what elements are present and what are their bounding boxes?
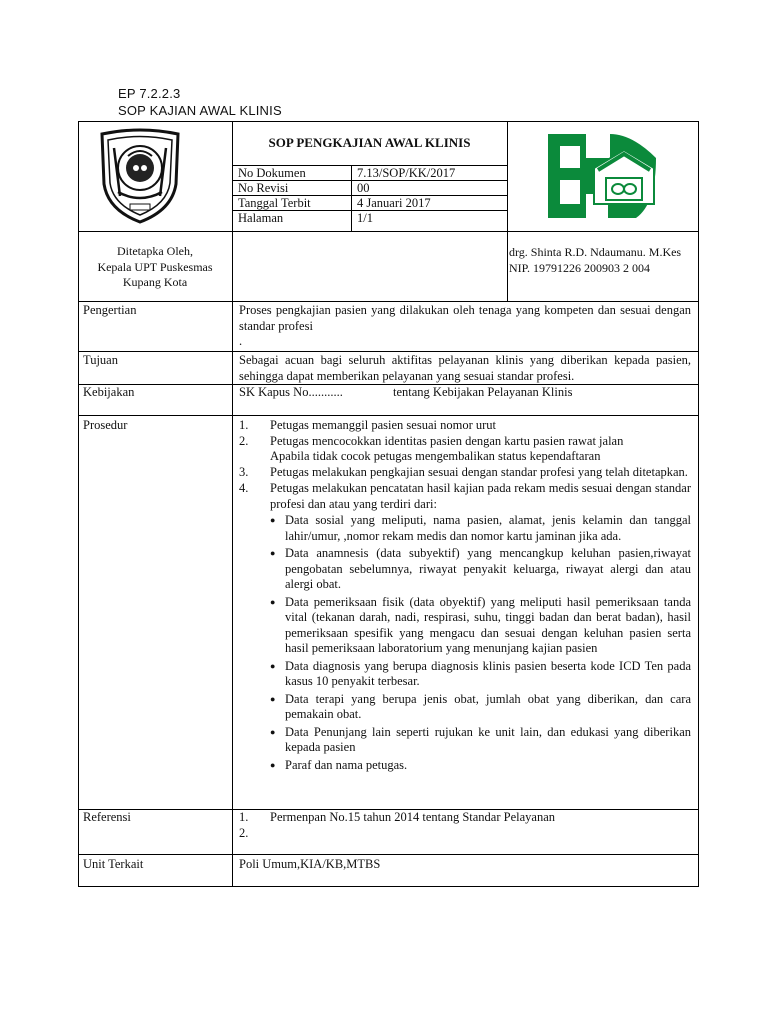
divider	[78, 301, 699, 302]
section-text-tujuan: Sebagai acuan bagi seluruh aktifitas pelayanan klinis yang diberikan kepada pasien, sehingga dapat memberikan pelayanan yang sesuai standar profesi.	[239, 353, 691, 383]
bullet-item: ● Paraf dan nama petugas.	[270, 758, 691, 774]
divider	[232, 301, 233, 887]
divider	[78, 854, 699, 855]
step-item	[239, 465, 691, 481]
referensi-text: Permenpan No.15 tahun 2014 tentang Standar Pelayanan	[270, 810, 555, 824]
referensi-number: 1.	[239, 810, 249, 824]
bullet-item: ● Data terapi yang berupa jenis obat, jumlah obat yang diberikan, dan cara pemakain obat.	[270, 692, 691, 723]
step-text: Petugas melakukan pencatatan hasil kajian pada rekam medis sesuai dengan standar profesi dan atau yang terdiri dari:	[270, 481, 691, 511]
divider	[78, 384, 699, 385]
prosedur-steps	[239, 418, 691, 512]
prosedur-bullets	[270, 513, 691, 773]
meta-key: No Revisi	[238, 181, 289, 195]
meta-value: 4 Januari 2017	[357, 196, 431, 210]
section-label-pengertian: Pengertian	[83, 303, 137, 317]
step-item	[239, 481, 691, 512]
puskesmas-logo	[536, 124, 668, 224]
step-text: Petugas mencocokkan identitas pasien dengan kartu pasien rawat jalan	[270, 433, 624, 448]
divider	[507, 121, 508, 301]
signer-name: drg. Shinta R.D. Ndaumanu. M.Kes	[509, 245, 682, 259]
step-number: 1.	[239, 418, 249, 432]
step-number: 3.	[239, 464, 249, 479]
meta-row-no-revisi	[233, 180, 507, 195]
step-text: Petugas memanggil pasien sesuai nomor urut	[270, 418, 497, 432]
section-label-unit-terkait: Unit Terkait	[83, 857, 144, 871]
section-label-referensi: Referensi	[83, 810, 131, 824]
approval-line: Ditetapka Oleh,	[117, 244, 193, 258]
approval-line: Kupang Kota	[122, 275, 188, 289]
bullet-item: ● Data sosial yang meliputi, nama pasien, alamat, jenis kelamin dan tanggal lahir/umur, ,nomor rekam medis dan nomor kartu jaminan jika ada.	[270, 513, 691, 544]
signer-block	[509, 245, 699, 276]
sop-subtitle: SOP KAJIAN AWAL KLINIS	[118, 103, 282, 118]
divider	[78, 351, 699, 352]
step-extra: Apabila tidak cocok petugas mengembalikan status kependaftaran	[270, 449, 601, 463]
ep-code: EP 7.2.2.3	[118, 86, 181, 101]
divider	[78, 231, 699, 232]
referensi-number: 2.	[239, 825, 249, 840]
section-label-kebijakan: Kebijakan	[83, 385, 135, 399]
step-number: 2.	[239, 433, 249, 448]
meta-row-tanggal-terbit	[233, 195, 507, 210]
meta-key: No Dokumen	[238, 166, 306, 180]
approval-line: Kepala UPT Puskesmas	[97, 259, 213, 274]
puskesmas-cross-icon	[536, 124, 668, 224]
section-label-prosedur: Prosedur	[83, 418, 128, 432]
section-label-tujuan: Tujuan	[83, 353, 118, 367]
approval-block	[78, 244, 232, 291]
bullet-item: ● Data anamnesis (data subyektif) yang mencangkup keluhan pasien,riwayat pengobatan sebelumnya, riwayat penyakit keluarga, riwayat alergi dan atau alergi obat.	[270, 546, 691, 593]
divider	[78, 415, 699, 416]
step-number: 4.	[239, 481, 249, 495]
step-text: Petugas melakukan pengkajian sesuai dengan standar profesi yang telah ditetapkan.	[270, 464, 688, 479]
emblem-icon	[92, 126, 188, 226]
referensi-item	[239, 810, 691, 826]
meta-key: Tanggal Terbit	[238, 196, 311, 210]
prosedur-content	[239, 418, 691, 773]
step-item	[239, 434, 691, 465]
referensi-content	[239, 810, 691, 840]
bullet-item: ● Data Penunjang lain seperti rujukan ke unit lain, dan edukasi yang diberikan kepada pasien	[270, 725, 691, 756]
section-text-pengertian	[239, 303, 691, 350]
meta-row-halaman	[233, 210, 507, 225]
bullet-item: ● Data diagnosis yang berupa diagnosis klinis pasien beserta kode ICD Ten pada kasus 10 penyakit terbesar.	[270, 659, 691, 690]
meta-row-no-dokumen	[233, 165, 507, 180]
kebijakan-text: tentang Kebijakan Pelayanan Klinis	[393, 385, 573, 399]
meta-value: 7.13/SOP/KK/2017	[357, 166, 456, 180]
pengertian-dot: .	[239, 334, 243, 348]
doc-title: SOP PENGKAJIAN AWAL KLINIS	[268, 135, 471, 150]
regional-emblem-logo	[92, 126, 188, 226]
meta-value: 1/1	[357, 211, 373, 225]
step-item	[239, 418, 691, 434]
meta-value: 00	[357, 181, 370, 195]
signer-nip: NIP. 19791226 200903 2 004	[509, 260, 651, 275]
kebijakan-sk: SK Kapus No...........	[239, 385, 343, 399]
pengertian-text: Proses pengkajian pasien yang dilakukan oleh tenaga yang kompeten dan sesuai dengan standar profesi	[239, 303, 691, 333]
unit-terkait-text: Poli Umum,KIA/KB,MTBS	[239, 857, 381, 871]
meta-key: Halaman	[238, 211, 284, 225]
bullet-item: ● Data pemeriksaan fisik (data obyektif) yang meliputi hasil pemeriksaan tanda vital (tekanan darah, nadi, respirasi, suhu, tinggi badan dan berat badan), hasil pemeriksaan spesifik yang mengacu dan sesuai dengan keluhan pasien serta hasil pemeriksaan laboratorium yang menunjang kajian pasien	[270, 595, 691, 657]
